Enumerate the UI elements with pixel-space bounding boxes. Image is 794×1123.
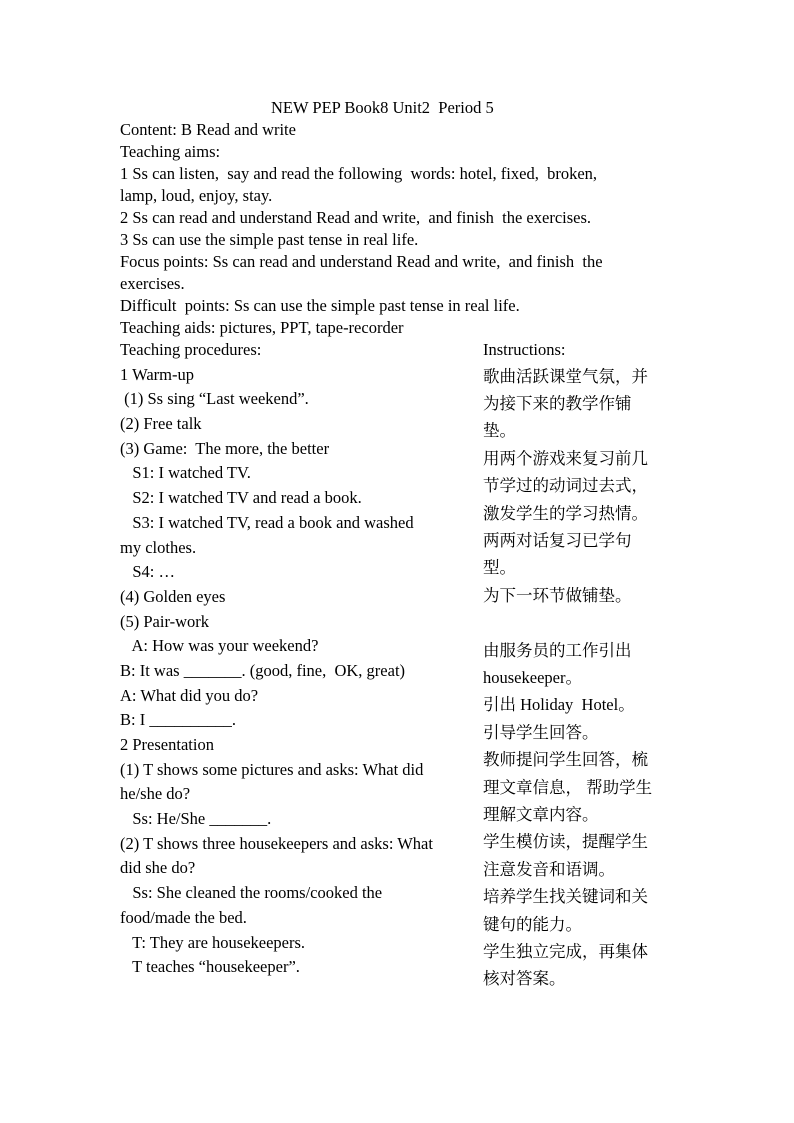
overview-line: 3 Ss can use the simple past tense in real life. [120, 230, 419, 249]
procedure-line: S4: … [120, 562, 176, 582]
instruction-line: 学生模仿读，提醒学生 [483, 832, 648, 852]
procedure-line: (2) Free talk [120, 414, 202, 434]
overview-line: Content: B Read and write [120, 120, 296, 139]
instruction-line: 型。 [483, 558, 516, 578]
instruction-line: 培养学生找关键词和关 [483, 887, 648, 907]
instruction-line: 两两对话复习已学句 [483, 531, 632, 551]
instructions-heading: Instructions: [483, 340, 566, 359]
instruction-line: 垫。 [483, 421, 516, 441]
procedure-line: A: What did you do? [120, 685, 259, 705]
instruction-line: 引出 Holiday Hotel。 [483, 695, 635, 715]
procedure-line: (3) Game: The more, the better [120, 438, 330, 458]
instruction-line: 学生独立完成，再集体 [483, 941, 648, 961]
procedure-line: (2) T shows three housekeepers and asks: What [120, 833, 433, 853]
procedure-line: B: I __________. [120, 710, 236, 730]
instruction-line: 核对答案。 [483, 969, 566, 989]
procedure-line: 2 Presentation [120, 735, 214, 754]
procedure-line: 1 Warm-up [120, 364, 194, 384]
instruction-line: 节学过的动词过去式， [483, 476, 648, 496]
instruction-line: 歌曲活跃课堂气氛，并 [483, 366, 648, 386]
overview-line: 2 Ss can read and understand Read and write, and finish the exercises. [120, 208, 592, 227]
procedure-line: (5) Pair-work [120, 611, 210, 631]
procedures-list [120, 363, 482, 980]
instruction-line: 激发学生的学习热情。 [483, 503, 648, 523]
procedure-line: S1: I watched TV. [120, 463, 251, 483]
procedure-line: S2: I watched TV and read a book. [120, 488, 362, 508]
instruction-line: 键句的能力。 [483, 914, 582, 934]
instruction-line: housekeeper。 [483, 667, 582, 687]
instructions-column [483, 338, 683, 993]
procedure-line: food/made the bed. [120, 907, 247, 927]
overview-line: Teaching aids: pictures, PPT, tape-recorder [120, 318, 404, 337]
overview-line: 1 Ss can listen, say and read the following words: hotel, fixed, broken, [120, 164, 598, 183]
procedure-line: T: They are housekeepers. [120, 932, 306, 952]
procedure-line: Ss: He/She _______. [120, 809, 272, 829]
instruction-line: 教师提问学生回答，梳 [483, 750, 648, 770]
procedure-line: B: It was _______. (good, fine, OK, great) [120, 660, 406, 680]
procedure-line: my clothes. [120, 537, 197, 557]
instruction-line: 为下一环节做铺垫。 [483, 585, 632, 605]
procedure-line: S3: I watched TV, read a book and washed [120, 512, 414, 532]
overview-line: exercises. [120, 274, 185, 293]
procedure-line: (1) T shows some pictures and asks: What did [120, 759, 424, 779]
instructions-list [483, 363, 683, 993]
instruction-line: 引导学生回答。 [483, 722, 599, 742]
overview-line: Teaching aims: [120, 142, 221, 161]
lesson-overview [120, 119, 680, 339]
procedure-line: A: How was your weekend? [120, 636, 319, 656]
instruction-line: 注意发音和语调。 [483, 859, 615, 879]
overview-line: Focus points: Ss can read and understand Read and write, and finish the [120, 252, 603, 271]
procedure-line: he/she do? [120, 784, 191, 804]
procedure-line: T teaches “housekeeper”. [120, 957, 300, 977]
instruction-line: 理文章信息， 帮助学生 [483, 777, 653, 797]
instruction-line: 为接下来的教学作铺 [483, 394, 632, 414]
instruction-line: 用两个游戏来复习前几 [483, 448, 648, 468]
procedure-line: did she do? [120, 858, 196, 878]
overview-line: Difficult points: Ss can use the simple past tense in real life. [120, 296, 520, 315]
procedure-line: (4) Golden eyes [120, 586, 226, 606]
instruction-line [483, 609, 683, 636]
procedures-heading: Teaching procedures: [120, 340, 262, 359]
instruction-line: 理解文章内容。 [483, 804, 599, 824]
instruction-line: 由服务员的工作引出 [483, 640, 632, 660]
procedure-line: Ss: She cleaned the rooms/cooked the [120, 883, 383, 903]
teaching-procedures [120, 338, 482, 980]
document-title: NEW PEP Book8 Unit2 Period 5 [271, 98, 494, 117]
procedure-line: (1) Ss sing “Last weekend”. [120, 389, 309, 409]
overview-line: lamp, loud, enjoy, stay. [120, 186, 273, 205]
